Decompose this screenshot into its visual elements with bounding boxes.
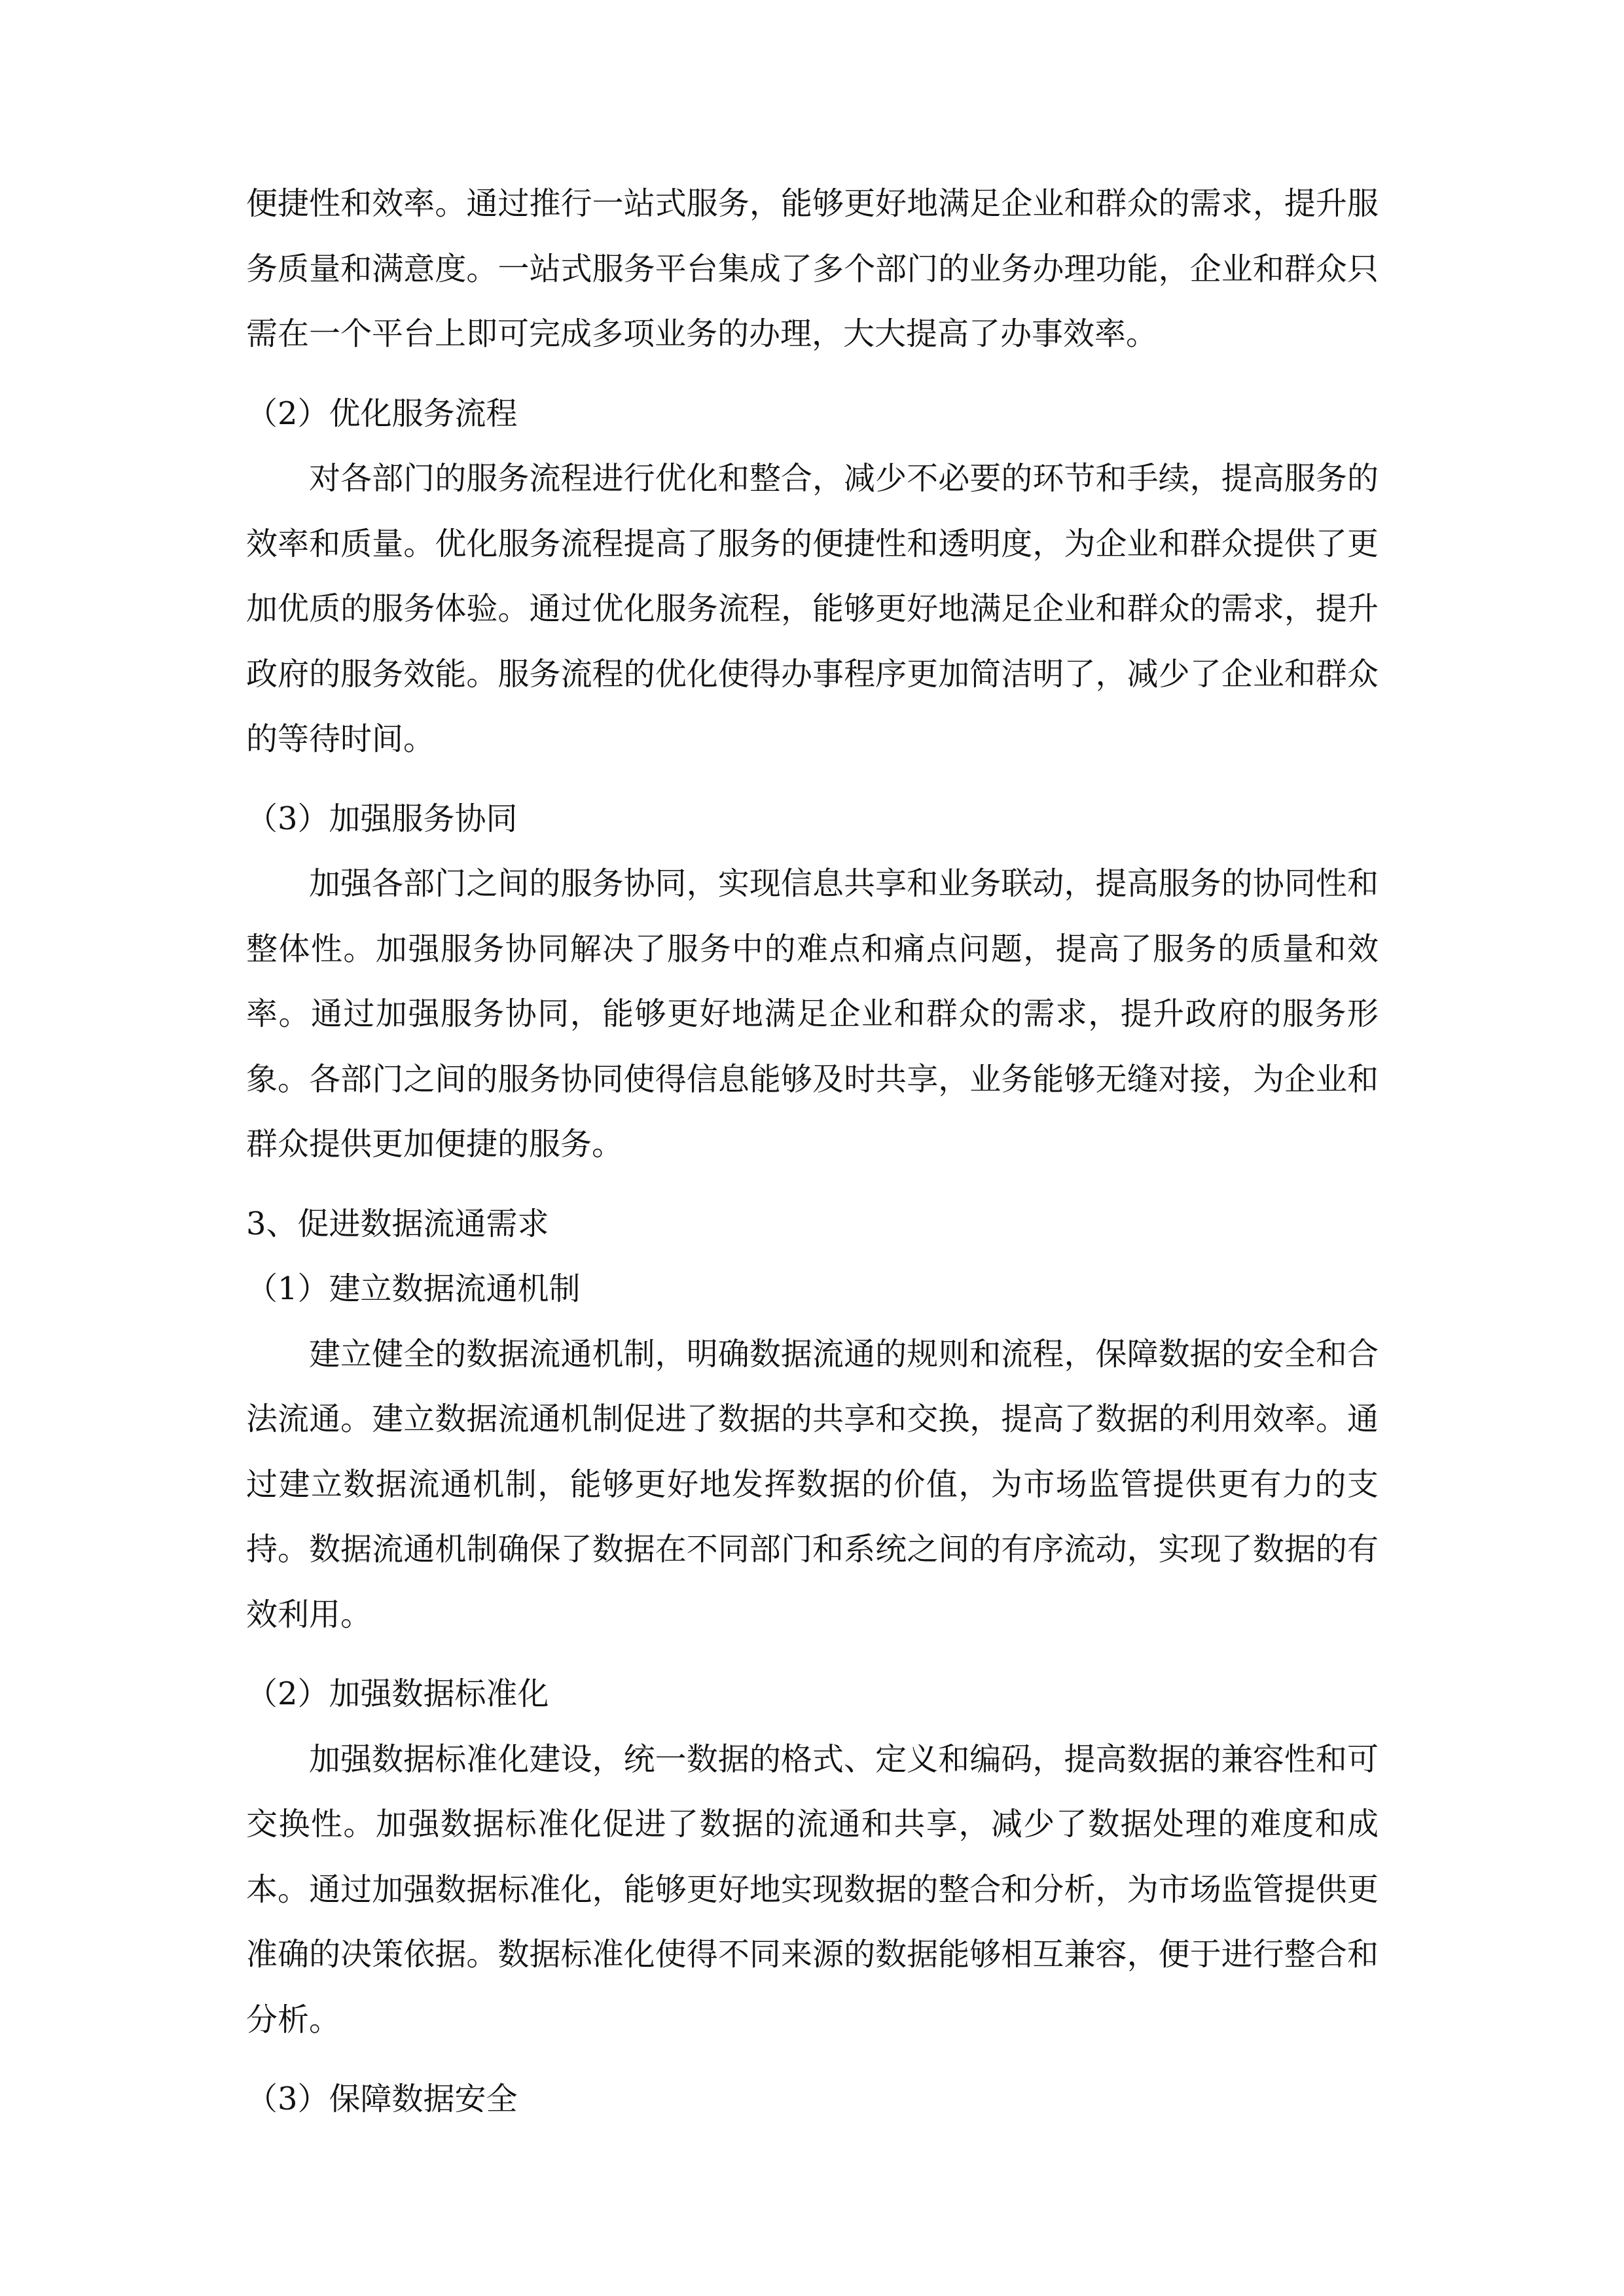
- paragraph-one-stop-service: 便捷性和效率。通过推行一站式服务，能够更好地满足企业和群众的需求，提升服务质量和满意度。一站式服务平台集成了多个部门的业务办理功能，企业和群众只需在一个平台上即可完成多项业务的办理，大大提高了办事效率。: [246, 185, 1379, 352]
- heading-strengthen-service-coordination: （3）加强服务协同: [246, 800, 518, 837]
- paragraph-strengthen-service-coordination: 加强各部门之间的服务协同，实现信息共享和业务联动，提高服务的协同性和整体性。加强服务协同解决了服务中的难点和痛点问题，提高了服务的质量和效率。通过加强服务协同，能够更好地满足企业和群众的需求，提升政府的服务形象。各部门之间的服务协同使得信息能够及时共享，业务能够无缝对接，为企业和群众提供更加便捷的服务。: [246, 865, 1379, 1162]
- heading-data-circulation-mechanism: （1）建立数据流通机制: [246, 1270, 581, 1307]
- heading-data-standardization: （2）加强数据标准化: [246, 1676, 549, 1712]
- document-page: [246, 171, 1379, 2132]
- paragraph-optimize-service-process: 对各部门的服务流程进行优化和整合，减少不必要的环节和手续，提高服务的效率和质量。优化服务流程提高了服务的便捷性和透明度，为企业和群众提供了更加优质的服务体验。通过优化服务流程，能够更好地满足企业和群众的需求，提升政府的服务效能。服务流程的优化使得办事程序更加简洁明了，减少了企业和群众的等待时间。: [246, 460, 1379, 757]
- section-heading-data-circulation: 3、促进数据流通需求: [246, 1205, 549, 1242]
- paragraph-data-circulation-mechanism: 建立健全的数据流通机制，明确数据流通的规则和流程，保障数据的安全和合法流通。建立数据流通机制促进了数据的共享和交换，提高了数据的利用效率。通过建立数据流通机制，能够更好地发挥数据的价值，为市场监管提供更有力的支持。数据流通机制确保了数据在不同部门和系统之间的有序流动，实现了数据的有效利用。: [246, 1335, 1379, 1633]
- heading-data-security: （3）保障数据安全: [246, 2081, 518, 2117]
- heading-optimize-service-process: （2）优化服务流程: [246, 395, 518, 432]
- paragraph-data-standardization: 加强数据标准化建设，统一数据的格式、定义和编码，提高数据的兼容性和可交换性。加强数据标准化促进了数据的流通和共享，减少了数据处理的难度和成本。通过加强数据标准化，能够更好地实现数据的整合和分析，为市场监管提供更准确的决策依据。数据标准化使得不同来源的数据能够相互兼容，便于进行整合和分析。: [246, 1740, 1379, 2038]
